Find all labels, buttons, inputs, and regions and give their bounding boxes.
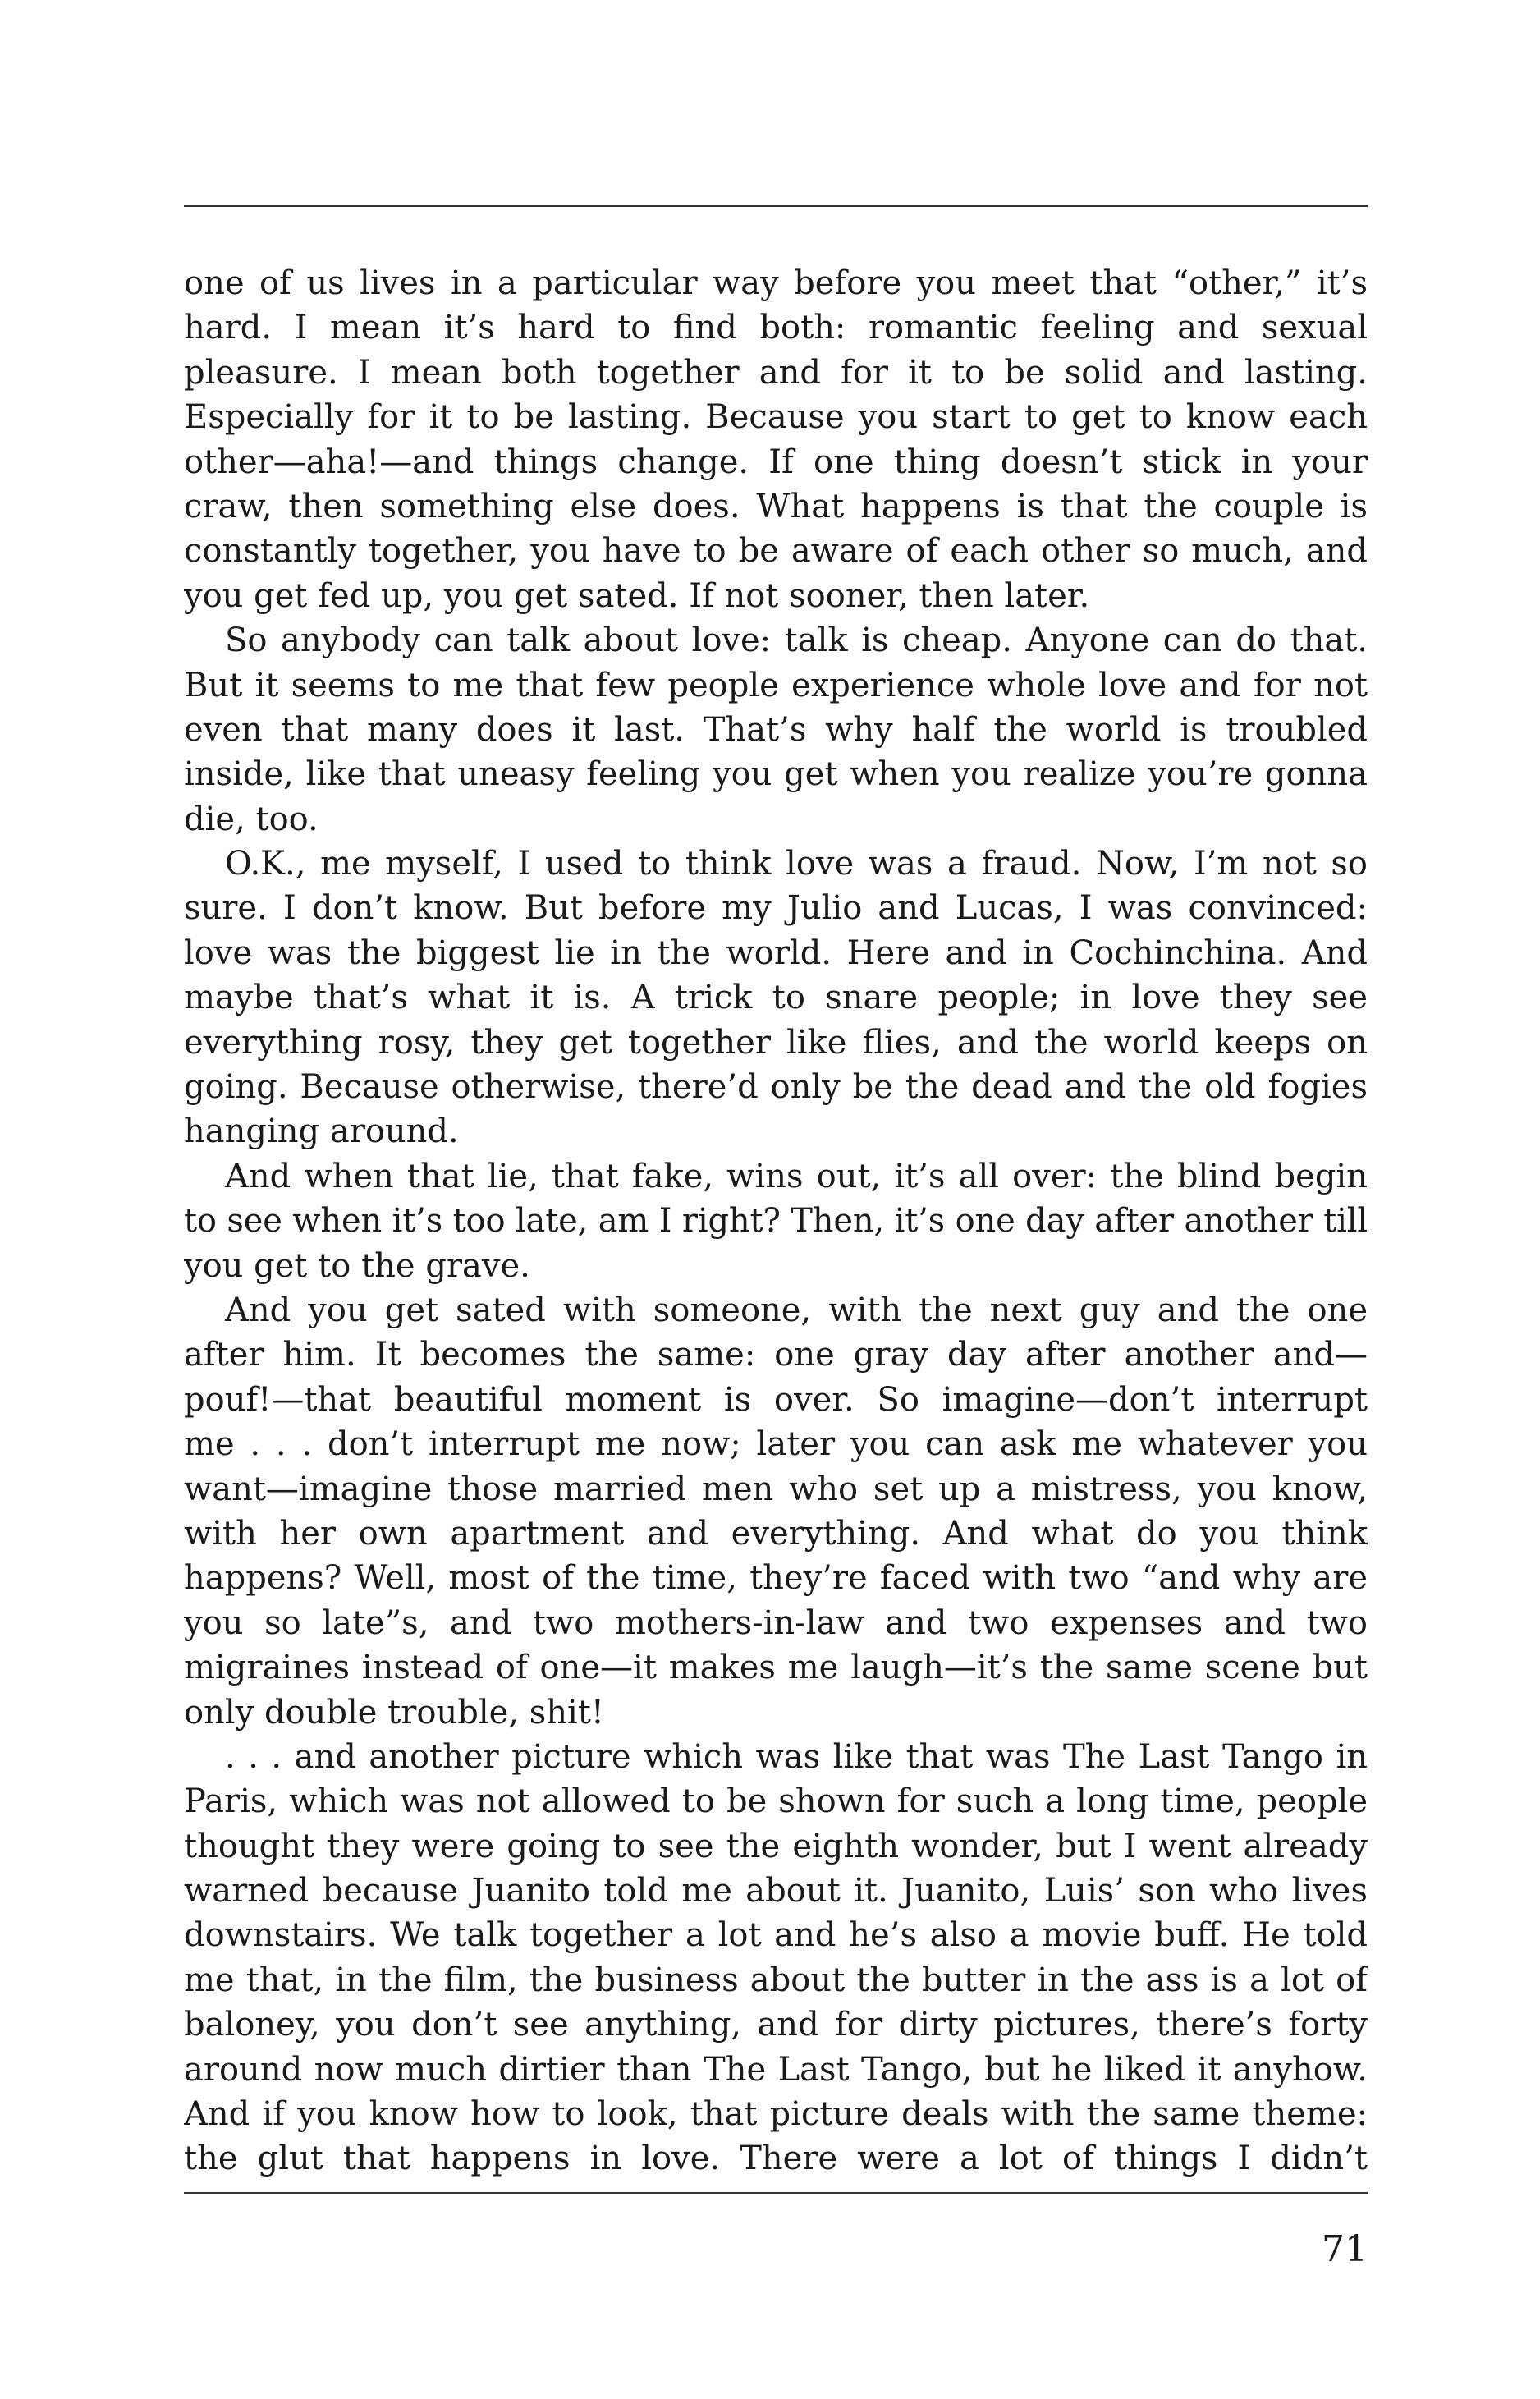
body-text bbox=[184, 261, 1368, 2181]
text-line: sure. I don’t know. But before my Julio and Lucas, I was convinced: bbox=[184, 889, 1368, 928]
text-line: other—aha!—and things change. If one thing doesn’t stick in your bbox=[184, 443, 1368, 481]
text-line: me . . . don’t interrupt me now; later you can ask me whatever you bbox=[184, 1425, 1368, 1464]
text-line: thought they were going to see the eighth wonder, but I went already bbox=[184, 1827, 1368, 1865]
text-line: O.K., me myself, I used to think love was a fraud. Now, I’m not so bbox=[225, 845, 1368, 883]
text-line: even that many does it last. That’s why half the world is troubled bbox=[184, 710, 1368, 749]
text-line: pouf!—that beautiful moment is over. So imagine—don’t interrupt bbox=[184, 1380, 1368, 1419]
text-line: inside, like that uneasy feeling you get when you realize you’re gonna bbox=[184, 755, 1368, 794]
text-line: you get fed up, you get sated. If not sooner, then later. bbox=[184, 576, 1090, 615]
text-line: want—imagine those married men who set up a mistress, you know, bbox=[184, 1470, 1368, 1508]
text-line: happens? Well, most of the time, they’re faced with two “and why are bbox=[184, 1559, 1368, 1598]
bottom-rule bbox=[184, 2192, 1368, 2194]
text-line: after him. It becomes the same: one gray day after another and— bbox=[184, 1336, 1368, 1374]
text-line: around now much dirtier than The Last Tango, but he liked it anyhow. bbox=[184, 2050, 1368, 2089]
text-line: die, too. bbox=[184, 800, 319, 838]
text-line: And if you know how to look, that picture deals with the same theme: bbox=[184, 2095, 1368, 2134]
text-line: pleasure. I mean both together and for it to be solid and lasting. bbox=[184, 353, 1368, 392]
text-line: constantly together, you have to be aware of each other so much, and bbox=[184, 532, 1368, 571]
text-line: migraines instead of one—it makes me laugh—it’s the same scene but bbox=[184, 1649, 1368, 1687]
text-line: only double trouble, shit! bbox=[184, 1693, 604, 1732]
text-line: Especially for it to be lasting. Because you start to get to know each bbox=[184, 398, 1368, 437]
text-line: warned because Juanito told me about it. Juanito, Luis’ son who lives bbox=[184, 1872, 1368, 1910]
text-line: And when that lie, that fake, wins out, it’s all over: the blind begin bbox=[225, 1157, 1368, 1195]
text-line: But it seems to me that few people experience whole love and for not bbox=[184, 666, 1368, 704]
text-line: everything rosy, they get together like flies, and the world keeps on bbox=[184, 1023, 1368, 1062]
text-line: you get to the grave. bbox=[184, 1246, 530, 1285]
text-line: one of us lives in a particular way before you meet that “other,” it’s bbox=[184, 264, 1368, 302]
text-line: to see when it’s too late, am I right? Then, it’s one day after another till bbox=[184, 1202, 1368, 1241]
page-number: 71 bbox=[1322, 2228, 1368, 2270]
text-line: hard. I mean it’s hard to find both: romantic feeling and sexual bbox=[184, 309, 1368, 347]
text-line: going. Because otherwise, there’d only be the dead and the old fogies bbox=[184, 1068, 1368, 1107]
text-line: me that, in the film, the business about the butter in the ass is a lot of bbox=[184, 1961, 1368, 1999]
text-line: Paris, which was not allowed to be shown for such a long time, people bbox=[184, 1782, 1368, 1821]
text-line: And you get sated with someone, with the next guy and the one bbox=[225, 1291, 1368, 1329]
text-line: hanging around. bbox=[184, 1112, 459, 1151]
text-line: with her own apartment and everything. And what do you think bbox=[184, 1514, 1368, 1553]
top-rule bbox=[184, 205, 1368, 207]
text-line: craw, then something else does. What happens is that the couple is bbox=[184, 487, 1368, 525]
text-line: downstairs. We talk together a lot and he’s also a movie buff. He told bbox=[184, 1916, 1368, 1955]
text-line: the glut that happens in love. There were a lot of things I didn’t bbox=[184, 2140, 1368, 2178]
text-line: baloney, you don’t see anything, and for dirty pictures, there’s forty bbox=[184, 2006, 1368, 2044]
text-line: love was the biggest lie in the world. Here and in Cochinchina. And bbox=[184, 933, 1368, 972]
text-line: you so late”s, and two mothers-in-law and two expenses and two bbox=[184, 1603, 1368, 1642]
text-line: maybe that’s what it is. A trick to snare people; in love they see bbox=[184, 979, 1368, 1017]
text-line: . . . and another picture which was like that was The Last Tango in bbox=[225, 1737, 1368, 1776]
text-line: So anybody can talk about love: talk is cheap. Anyone can do that. bbox=[225, 622, 1368, 660]
